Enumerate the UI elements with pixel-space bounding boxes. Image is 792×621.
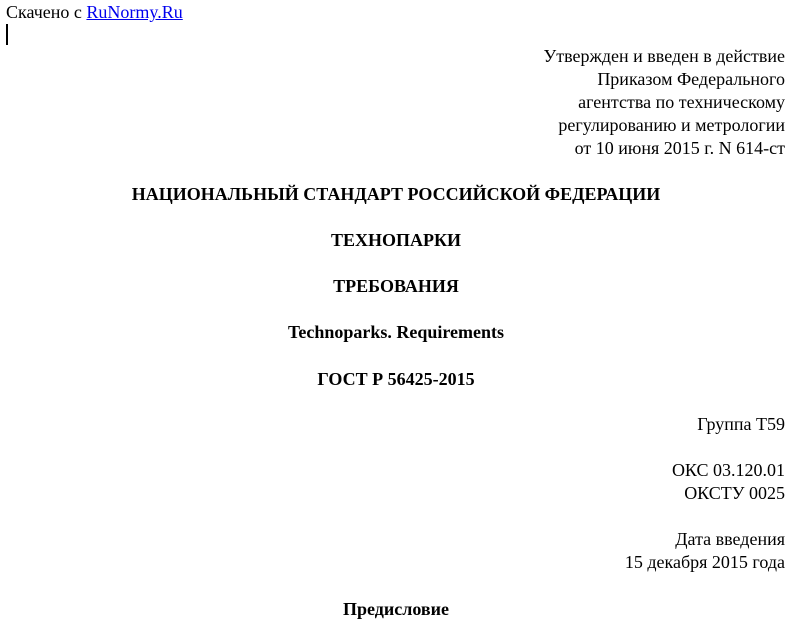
runormy-link[interactable]: RuNormy.Ru <box>86 2 183 22</box>
download-source-prefix: Скачено с <box>6 2 87 22</box>
oks-code: ОКС 03.120.01 <box>671 460 785 480</box>
introduction-date-block <box>625 528 785 574</box>
standard-subtitle: ТРЕБОВАНИЯ <box>333 276 459 296</box>
introduction-date-label: Дата введения <box>675 529 785 549</box>
english-title: Technoparks. Requirements <box>287 322 505 342</box>
approval-line: Приказом Федерального <box>597 69 785 89</box>
approval-line: регулированию и метрологии <box>558 115 785 135</box>
approval-line: от 10 июня 2015 г. N 614-ст <box>574 138 785 158</box>
classification-codes <box>672 459 785 505</box>
standard-code: ГОСТ Р 56425-2015 <box>317 369 475 389</box>
national-standard-title: НАЦИОНАЛЬНЫЙ СТАНДАРТ РОССИЙСКОЙ ФЕДЕРАЦИИ <box>131 184 661 204</box>
okstu-code: ОКСТУ 0025 <box>684 483 785 503</box>
approval-line: агентства по техническому <box>578 92 785 112</box>
approval-block <box>543 45 785 160</box>
text-cursor <box>6 24 8 45</box>
group-code <box>697 413 785 436</box>
approval-line: Утвержден и введен в действие <box>543 46 785 66</box>
download-source-line <box>6 2 183 23</box>
introduction-date: 15 декабря 2015 года <box>624 552 785 572</box>
standard-title: ТЕХНОПАРКИ <box>330 230 462 250</box>
preface-heading: Предисловие <box>343 599 449 619</box>
group-code-text: Группа Т59 <box>697 414 785 434</box>
